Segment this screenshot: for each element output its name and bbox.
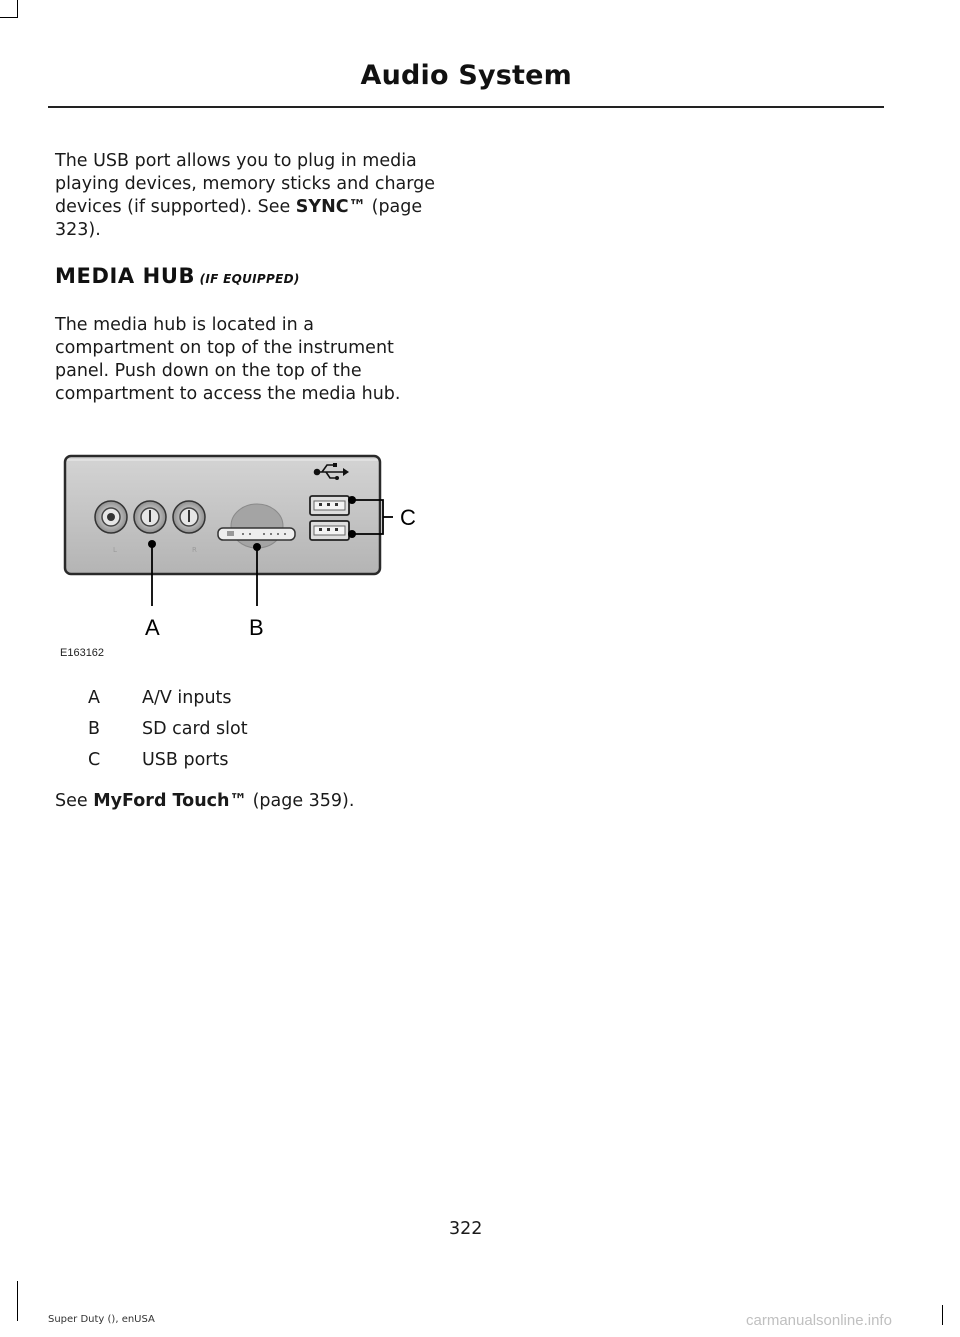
svg-text:L: L	[113, 546, 117, 554]
legend-desc: USB ports	[142, 750, 229, 770]
crop-mark-bottom-right-v	[942, 1305, 943, 1325]
intro-text: The USB port allows you to plug in media playing devices, memory sticks and charge devices (if supported). See	[55, 151, 436, 217]
legend-key: B	[88, 719, 101, 739]
usb-port-upper	[310, 496, 349, 515]
page-header-title: Audio System	[360, 60, 572, 91]
intro-paragraph	[55, 150, 455, 242]
see-also-suffix: (page 359).	[247, 791, 355, 811]
svg-text:R: R	[192, 546, 197, 554]
av-jack-2	[134, 501, 166, 533]
av-jack-1	[95, 501, 127, 533]
crop-mark-top-left-v	[17, 0, 18, 18]
media-hub-paragraph: The media hub is located in a compartment on top of the instrument panel. Push down on the top of the compartment to access the media hub.	[55, 315, 401, 404]
usb-port-lower	[310, 521, 349, 540]
legend-key: C	[88, 750, 101, 770]
header-rule	[48, 106, 884, 108]
footer-text: Super Duty (), enUSA	[48, 1314, 155, 1325]
watermark: carmanualsonline.info	[746, 1312, 892, 1329]
legend-key: A	[88, 688, 100, 708]
av-jack-3	[173, 501, 205, 533]
media-hub-illustration	[55, 448, 435, 648]
figure-code: E163162	[60, 647, 105, 659]
intro-page-ref: (page 323).	[55, 197, 423, 240]
sync-link[interactable]: SYNC™	[295, 197, 367, 217]
callout-b: B	[249, 615, 264, 640]
legend-desc: A/V inputs	[142, 688, 232, 708]
section-heading-title: MEDIA HUB	[55, 264, 196, 288]
legend-desc: SD card slot	[142, 719, 248, 739]
callout-a: A	[145, 615, 160, 640]
section-heading	[55, 264, 300, 288]
section-heading-suffix: (IF EQUIPPED)	[195, 272, 300, 286]
media-hub-figure	[55, 448, 435, 652]
see-also-prefix: See	[55, 791, 94, 811]
callout-c: C	[400, 505, 416, 530]
page-number: 322	[449, 1219, 483, 1239]
see-also-line	[55, 791, 354, 811]
crop-mark-top-left-h	[0, 17, 18, 18]
myford-touch-link[interactable]: MyFord Touch™	[93, 791, 247, 811]
crop-mark-bottom-left-v	[17, 1281, 18, 1321]
